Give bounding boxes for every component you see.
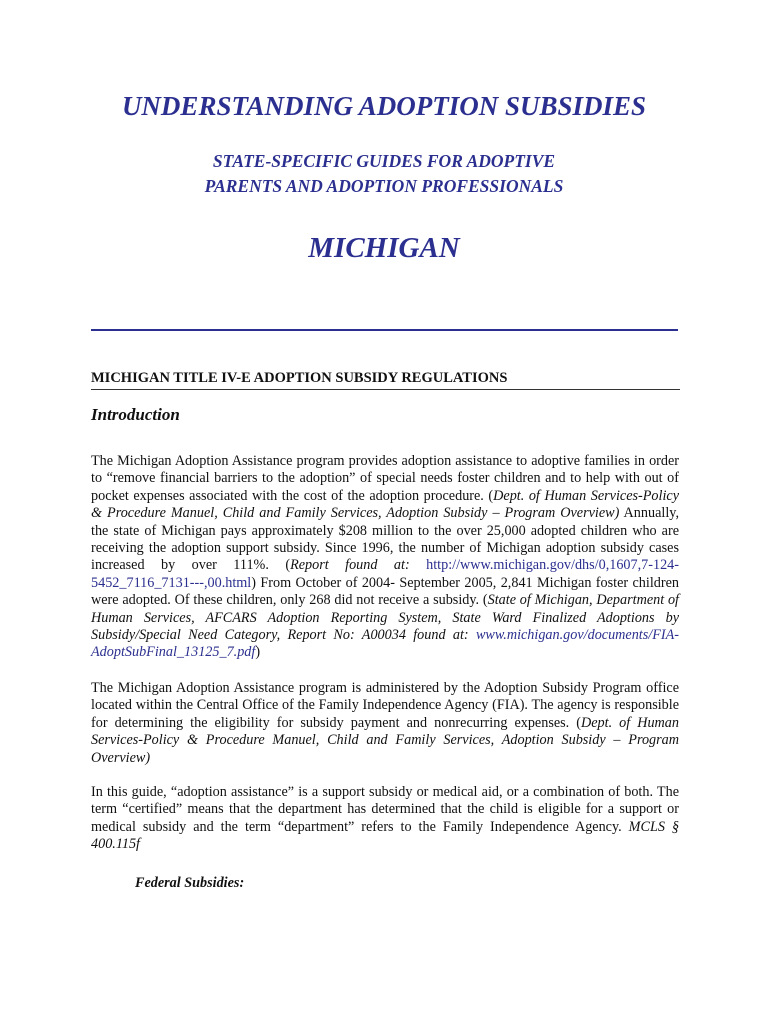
citation: State of Michigan, Department of Human Services, AFCARS Adoption Reporting System, State Ward Finalized Adoptions by Subsidy/Special Need Category, Report No: A00034 found at: (91, 592, 679, 644)
state-name: MICHIGAN (308, 232, 460, 264)
introduction-heading: Introduction (91, 405, 180, 424)
citation: MCLS § 400.115f (91, 818, 679, 853)
pdf-link[interactable]: www.michigan.gov/documents/FIA-AdoptSubFinal_13125_7.pdf (91, 627, 679, 661)
paragraph-text: The Michigan Adoption Assistance program is administered by the Adoption Subsidy Program office located within the Central Office of the Family Independence Agency (FIA). The agency is responsible for determining the eligibility for subsidy payment and nonrecurring expenses. ( (91, 680, 679, 731)
citation: Dept. of Human Services-Policy & Procedure Manuel, Child and Family Services, Adoption Subsidy – Program Overview) (91, 487, 680, 522)
citation: Report found at: (290, 557, 410, 574)
paragraph-text: The Michigan Adoption Assistance program provides adoption assistance to adoptive families in order to “remove financial barriers to the adoption” of special needs foster children and to help with out of pocket expenses associated with the cost of the adoption procedure. ( (91, 453, 679, 504)
blue-divider (91, 329, 678, 331)
section-heading: MICHIGAN TITLE IV-E ADOPTION SUBSIDY REGULATIONS (91, 370, 508, 386)
paragraph-text: ) From October of 2004- September 2005, 2,841 Michigan foster children were adopted. Of these children, only 268 did not receive a subsidy. ( (91, 574, 679, 609)
citation: Dept. of Human Services-Policy & Procedure Manuel, Child and Family Services, Adoption Subsidy – Program Overview) (91, 714, 679, 766)
report-link[interactable]: http://www.michigan.gov/dhs/0,1607,7-124-5452_7116_7131---,00.html (91, 557, 679, 591)
paragraph-intro (91, 453, 679, 662)
paragraph-text: In this guide, “adoption assistance” is a support subsidy or medical aid, or a combination of both. The term “certified” means that the department has determined that the child is eligible for a support or medical subsidy and the term “department” refers to the Family Independence Agency. (91, 784, 679, 835)
paragraph-text: ) (255, 644, 261, 661)
document-subtitle: STATE-SPECIFIC GUIDES FOR ADOPTIVE PARENTS AND ADOPTION PROFESSIONALS (204, 151, 564, 196)
section-divider (91, 389, 680, 390)
document-title: UNDERSTANDING ADOPTION SUBSIDIES (121, 91, 647, 121)
paragraph-text: Annually, the state of Michigan pays approximately $208 million to the over 25,000 adopted children who are receiving the adoption support subsidy. Since 1996, the number of Michigan adoption subsidy cases increased by over 111%. ( (91, 505, 679, 574)
federal-subsidies-heading: Federal Subsidies: (135, 875, 245, 891)
paragraph-definitions (91, 784, 679, 854)
paragraph-administration (91, 680, 679, 767)
